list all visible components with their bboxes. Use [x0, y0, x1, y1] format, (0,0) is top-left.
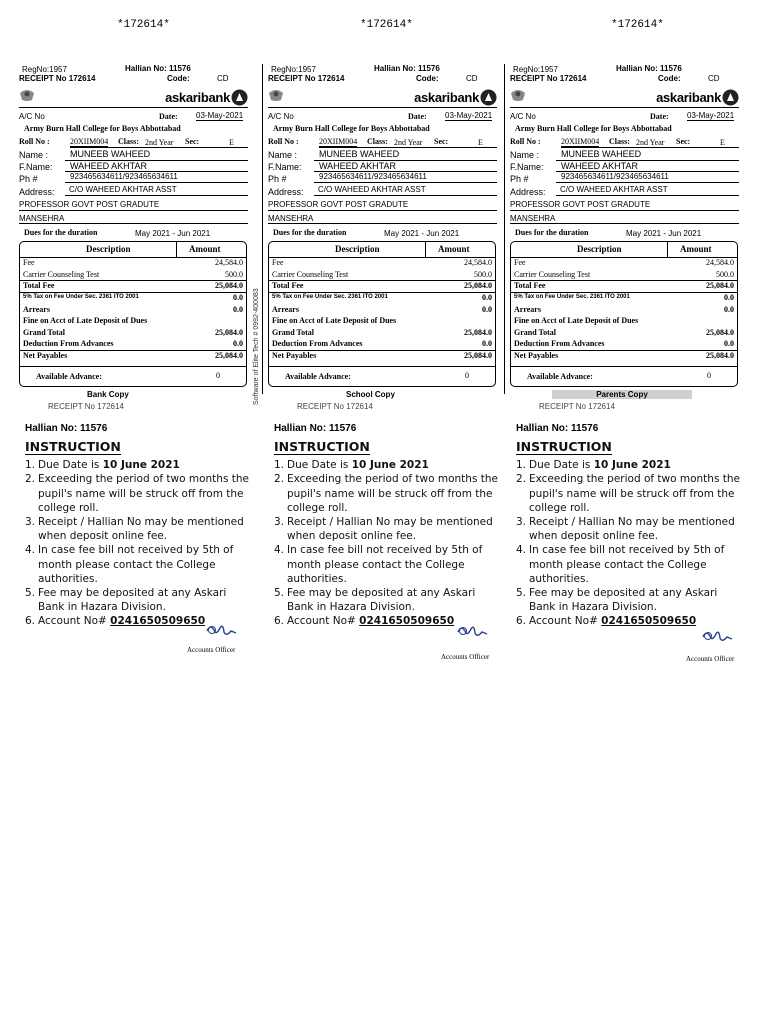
- instruction-text: Receipt / Hallian No may be mentioned when deposit online fee.: [38, 516, 244, 543]
- class-label: Class:: [367, 137, 388, 146]
- row-amount: 25,084.0: [706, 351, 734, 360]
- instruction-number: 6.: [274, 615, 285, 628]
- sec-label: Sec:: [185, 137, 200, 146]
- instruction-text-wrap: [38, 472, 255, 515]
- instruction-number: 4.: [274, 544, 285, 557]
- instruction-number: 1.: [25, 459, 36, 472]
- code-value: CD: [708, 74, 720, 83]
- row-description: Arrears: [514, 305, 541, 314]
- date-value: 03-May-2021: [196, 111, 244, 120]
- instruction-text: Due Date is: [38, 459, 103, 472]
- barcode-3: *172614*: [611, 19, 664, 31]
- instruction-title: INSTRUCTION: [274, 439, 370, 454]
- instruction-item: [516, 614, 746, 628]
- row-description: Deduction From Advances: [23, 339, 114, 348]
- hallian-no-bottom: Hallian No: 11576: [516, 423, 599, 434]
- instruction-emphasis: 0241650509650: [601, 615, 697, 628]
- code-label: Code:: [416, 74, 439, 83]
- ph-label: Ph #: [19, 174, 38, 184]
- row-amount: 500.0: [474, 270, 492, 279]
- class-value: 2nd Year: [394, 138, 423, 147]
- fname-value: WAHEED AKHTAR: [561, 161, 639, 171]
- instruction-item: [25, 586, 255, 614]
- address-label: Address:: [19, 187, 55, 197]
- instruction-emphasis: 10 June 2021: [351, 459, 429, 472]
- date-value: 03-May-2021: [445, 111, 493, 120]
- bank-name: askaribank: [656, 89, 721, 105]
- instruction-emphasis: 0241650509650: [359, 615, 455, 628]
- available-advance-value: 0: [465, 371, 469, 380]
- fname-label: F.Name:: [19, 162, 53, 172]
- row-amount: 0.0: [233, 305, 243, 314]
- instruction-item: [25, 515, 255, 543]
- row-amount: 25,084.0: [706, 281, 734, 290]
- instruction-text: Exceeding the period of two months the pupil's name will be struck off from the college roll.: [38, 473, 249, 514]
- bank-name: askaribank: [414, 89, 479, 105]
- hallian-no: Hallian No: 11576: [125, 64, 191, 73]
- name-label: Name :: [510, 150, 540, 160]
- signature-icon: [455, 623, 489, 641]
- instruction-block: [25, 440, 255, 629]
- instruction-text: In case fee bill not received by 5th of month please contact the College authorities.: [529, 544, 725, 585]
- bank-name: askaribank: [165, 89, 230, 105]
- row-amount: 500.0: [716, 270, 734, 279]
- barcode-1: *172614*: [117, 19, 170, 31]
- address-line-2: PROFESSOR GOVT POST GRADUTE: [19, 200, 160, 209]
- receipt-no: RECEIPT No 172614: [19, 74, 96, 83]
- row-description: Total Fee: [272, 281, 304, 290]
- crest-icon: [510, 88, 526, 102]
- instruction-text: Account No#: [287, 615, 360, 628]
- reg-no: RegNo:1957: [513, 65, 558, 74]
- ph-value: 923465634611/923465634611: [319, 172, 427, 181]
- receipt-no-bottom: RECEIPT No 172614: [48, 402, 124, 411]
- instruction-item: [274, 515, 504, 543]
- crest-icon: [19, 88, 35, 102]
- roll-value: 20XIIM004: [70, 137, 109, 146]
- row-amount: 25,084.0: [464, 328, 492, 337]
- row-description: Net Payables: [272, 351, 317, 360]
- accounts-officer-label: Accounts Officer: [686, 655, 735, 663]
- row-description: Fine on Acct of Late Deposit of Dues: [23, 316, 148, 325]
- hallian-no-bottom: Hallian No: 11576: [25, 423, 108, 434]
- bank-logo-icon: [722, 89, 739, 106]
- row-amount: 0.0: [482, 305, 492, 314]
- receipt-no-bottom: RECEIPT No 172614: [297, 402, 373, 411]
- instruction-item: [516, 586, 746, 614]
- row-description: Net Payables: [23, 351, 68, 360]
- name-label: Name :: [268, 150, 298, 160]
- copy-label: School Copy: [346, 390, 395, 399]
- row-description: Net Payables: [514, 351, 559, 360]
- row-description: Fee: [23, 258, 35, 267]
- instruction-number: 1.: [274, 459, 285, 472]
- fname-value: WAHEED AKHTAR: [70, 161, 148, 171]
- roll-value: 20XIIM004: [561, 137, 600, 146]
- description-header: Description: [335, 244, 380, 254]
- instruction-text-wrap: [529, 458, 671, 472]
- roll-label: Roll No :: [19, 137, 50, 146]
- ph-value: 923465634611/923465634611: [70, 172, 178, 181]
- name-value: MUNEEB WAHEED: [319, 149, 400, 159]
- instruction-item: [25, 543, 255, 586]
- row-description: Fee: [272, 258, 284, 267]
- date-label: Date:: [650, 112, 669, 121]
- row-amount: 24,584.0: [464, 258, 492, 267]
- available-advance-value: 0: [216, 371, 220, 380]
- instruction-item: [274, 543, 504, 586]
- address-line-2: PROFESSOR GOVT POST GRADUTE: [510, 200, 651, 209]
- date-label: Date:: [159, 112, 178, 121]
- instruction-text-wrap: [38, 515, 255, 543]
- bank-logo-icon: [231, 89, 248, 106]
- instruction-text: Due Date is: [287, 459, 352, 472]
- available-advance-value: 0: [707, 371, 711, 380]
- row-amount: 25,084.0: [215, 351, 243, 360]
- copy-label: Bank Copy: [87, 390, 129, 399]
- instruction-text: Exceeding the period of two months the pupil's name will be struck off from the college roll.: [529, 473, 740, 514]
- instruction-number: 3.: [274, 516, 285, 529]
- row-amount: 0.0: [482, 293, 492, 302]
- instruction-text-wrap: [529, 586, 746, 614]
- college-name: Army Burn Hall College for Boys Abbottabad: [24, 124, 181, 133]
- description-header: Description: [577, 244, 622, 254]
- row-description: Fine on Acct of Late Deposit of Dues: [514, 316, 639, 325]
- row-description: 5% Tax on Fee Under Sec. 2361 ITO 2001: [23, 294, 139, 300]
- row-description: Carrier Counseling Test: [272, 270, 349, 279]
- instruction-number: 4.: [516, 544, 527, 557]
- row-description: Carrier Counseling Test: [23, 270, 100, 279]
- instruction-title: INSTRUCTION: [25, 439, 121, 454]
- receipt-no-bottom: RECEIPT No 172614: [539, 402, 615, 411]
- instruction-text-wrap: [38, 586, 255, 614]
- instruction-item: [25, 458, 255, 472]
- row-amount: 24,584.0: [215, 258, 243, 267]
- copy-label: Parents Copy: [552, 390, 692, 399]
- ac-no-label: A/C No: [19, 112, 45, 121]
- ph-label: Ph #: [268, 174, 287, 184]
- instruction-text: In case fee bill not received by 5th of month please contact the College authorities.: [287, 544, 483, 585]
- dues-period: May 2021 - Jun 2021: [384, 229, 460, 238]
- instruction-block: [274, 440, 504, 629]
- instruction-list: [274, 458, 504, 628]
- instruction-text-wrap: [38, 458, 180, 472]
- dues-table: [510, 241, 738, 387]
- row-amount: 25,084.0: [215, 328, 243, 337]
- available-advance-label: Available Advance:: [285, 372, 351, 381]
- fname-label: F.Name:: [268, 162, 302, 172]
- row-description: Deduction From Advances: [272, 339, 363, 348]
- row-description: Arrears: [272, 305, 299, 314]
- instruction-item: [274, 586, 504, 614]
- instruction-text-wrap: [529, 515, 746, 543]
- barcode-2: *172614*: [360, 19, 413, 31]
- dues-label: Dues for the duration: [515, 228, 589, 237]
- row-description: Deduction From Advances: [514, 339, 605, 348]
- instruction-text: In case fee bill not received by 5th of month please contact the College authorities.: [38, 544, 234, 585]
- instruction-text-wrap: [287, 586, 504, 614]
- instruction-number: 2.: [516, 473, 527, 486]
- available-advance-label: Available Advance:: [36, 372, 102, 381]
- dues-label: Dues for the duration: [273, 228, 347, 237]
- instruction-text-wrap: [38, 543, 255, 586]
- class-value: 2nd Year: [145, 138, 174, 147]
- hallian-no-bottom: Hallian No: 11576: [274, 423, 357, 434]
- available-advance-label: Available Advance:: [527, 372, 593, 381]
- instruction-text: Fee may be deposited at any Askari Bank in Hazara Division.: [287, 587, 476, 614]
- instruction-list: [516, 458, 746, 628]
- signature-icon: [204, 622, 238, 640]
- fname-label: F.Name:: [510, 162, 544, 172]
- dues-period: May 2021 - Jun 2021: [626, 229, 702, 238]
- instruction-emphasis: 0241650509650: [110, 615, 206, 628]
- class-label: Class:: [118, 137, 139, 146]
- instruction-text-wrap: [529, 543, 746, 586]
- class-value: 2nd Year: [636, 138, 665, 147]
- roll-value: 20XIIM004: [319, 137, 358, 146]
- instruction-item: [516, 472, 746, 515]
- instruction-number: 4.: [25, 544, 36, 557]
- instruction-emphasis: 10 June 2021: [593, 459, 671, 472]
- date-value: 03-May-2021: [687, 111, 735, 120]
- row-description: Fee: [514, 258, 526, 267]
- row-amount: 0.0: [724, 339, 734, 348]
- amount-header: Amount: [680, 244, 712, 254]
- row-amount: 0.0: [233, 293, 243, 302]
- date-label: Date:: [408, 112, 427, 121]
- ph-label: Ph #: [510, 174, 529, 184]
- address-line-3: MANSEHRA: [19, 214, 65, 223]
- row-description: Fine on Acct of Late Deposit of Dues: [272, 316, 397, 325]
- row-amount: 500.0: [225, 270, 243, 279]
- askari-bank-logo: [165, 88, 248, 106]
- name-value: MUNEEB WAHEED: [70, 149, 151, 159]
- instruction-number: 2.: [25, 473, 36, 486]
- code-value: CD: [466, 74, 478, 83]
- row-amount: 0.0: [482, 339, 492, 348]
- crest-icon: [268, 88, 284, 102]
- instruction-item: [274, 458, 504, 472]
- amount-header: Amount: [438, 244, 470, 254]
- row-amount: 0.0: [724, 293, 734, 302]
- reg-no: RegNo:1957: [271, 65, 316, 74]
- ac-no-label: A/C No: [510, 112, 536, 121]
- instruction-text-wrap: [287, 614, 454, 628]
- row-description: Grand Total: [23, 328, 66, 337]
- instruction-text-wrap: [287, 472, 504, 515]
- address-line-3: MANSEHRA: [510, 214, 556, 223]
- instruction-item: [25, 472, 255, 515]
- software-credit: Software of Elite Tech # 0992-400083: [253, 288, 260, 405]
- dues-period: May 2021 - Jun 2021: [135, 229, 211, 238]
- dues-table: [268, 241, 496, 387]
- code-value: CD: [217, 74, 229, 83]
- sec-value: E: [720, 138, 725, 147]
- address-label: Address:: [510, 187, 546, 197]
- code-label: Code:: [658, 74, 681, 83]
- code-label: Code:: [167, 74, 190, 83]
- sec-value: E: [478, 138, 483, 147]
- instruction-number: 5.: [25, 587, 36, 600]
- address-line-1: C/O WAHEED AKHTAR ASST: [69, 185, 177, 194]
- fname-value: WAHEED AKHTAR: [319, 161, 397, 171]
- accounts-officer-label: Accounts Officer: [187, 646, 236, 654]
- ph-value: 923465634611/923465634611: [561, 172, 669, 181]
- instruction-text: Account No#: [38, 615, 111, 628]
- row-description: Total Fee: [23, 281, 55, 290]
- instruction-item: [274, 472, 504, 515]
- address-line-1: C/O WAHEED AKHTAR ASST: [318, 185, 426, 194]
- row-amount: 25,084.0: [706, 328, 734, 337]
- instruction-emphasis: 10 June 2021: [102, 459, 180, 472]
- name-value: MUNEEB WAHEED: [561, 149, 642, 159]
- instruction-text: Fee may be deposited at any Askari Bank in Hazara Division.: [38, 587, 227, 614]
- sec-label: Sec:: [676, 137, 691, 146]
- hallian-no: Hallian No: 11576: [616, 64, 682, 73]
- college-name: Army Burn Hall College for Boys Abbottabad: [273, 124, 430, 133]
- instruction-text: Exceeding the period of two months the pupil's name will be struck off from the college roll.: [287, 473, 498, 514]
- roll-label: Roll No :: [268, 137, 299, 146]
- row-description: Total Fee: [514, 281, 546, 290]
- row-amount: 0.0: [724, 305, 734, 314]
- instruction-number: 1.: [516, 459, 527, 472]
- hallian-no: Hallian No: 11576: [374, 64, 440, 73]
- instruction-list: [25, 458, 255, 628]
- instruction-text-wrap: [38, 614, 205, 628]
- instruction-text: Due Date is: [529, 459, 594, 472]
- askari-bank-logo: [656, 88, 739, 106]
- instruction-text-wrap: [529, 472, 746, 515]
- bank-logo-icon: [480, 89, 497, 106]
- address-line-2: PROFESSOR GOVT POST GRADUTE: [268, 200, 409, 209]
- row-description: Grand Total: [272, 328, 315, 337]
- instruction-text: Receipt / Hallian No may be mentioned when deposit online fee.: [287, 516, 493, 543]
- instruction-text-wrap: [529, 614, 696, 628]
- row-description: Grand Total: [514, 328, 557, 337]
- address-label: Address:: [268, 187, 304, 197]
- address-line-1: C/O WAHEED AKHTAR ASST: [560, 185, 668, 194]
- row-description: Arrears: [23, 305, 50, 314]
- roll-label: Roll No :: [510, 137, 541, 146]
- row-description: 5% Tax on Fee Under Sec. 2361 ITO 2001: [514, 294, 630, 300]
- row-description: Carrier Counseling Test: [514, 270, 591, 279]
- instruction-number: 6.: [516, 615, 527, 628]
- instruction-text: Account No#: [529, 615, 602, 628]
- ac-no-label: A/C No: [268, 112, 294, 121]
- askari-bank-logo: [414, 88, 497, 106]
- instruction-item: [516, 515, 746, 543]
- college-name: Army Burn Hall College for Boys Abbottabad: [515, 124, 672, 133]
- instruction-text-wrap: [287, 515, 504, 543]
- name-label: Name :: [19, 150, 49, 160]
- instruction-number: 3.: [25, 516, 36, 529]
- signature-icon: [700, 628, 734, 646]
- row-amount: 0.0: [233, 339, 243, 348]
- accounts-officer-label: Accounts Officer: [441, 653, 490, 661]
- row-amount: 25,084.0: [464, 281, 492, 290]
- instruction-item: [516, 458, 746, 472]
- address-line-3: MANSEHRA: [268, 214, 314, 223]
- instruction-text-wrap: [287, 543, 504, 586]
- instruction-number: 2.: [274, 473, 285, 486]
- instruction-number: 6.: [25, 615, 36, 628]
- row-amount: 25,084.0: [464, 351, 492, 360]
- row-amount: 25,084.0: [215, 281, 243, 290]
- receipt-no: RECEIPT No 172614: [268, 74, 345, 83]
- instruction-number: 5.: [274, 587, 285, 600]
- class-label: Class:: [609, 137, 630, 146]
- instruction-text-wrap: [287, 458, 429, 472]
- instruction-title: INSTRUCTION: [516, 439, 612, 454]
- instruction-block: [516, 440, 746, 629]
- row-description: 5% Tax on Fee Under Sec. 2361 ITO 2001: [272, 294, 388, 300]
- dues-table: [19, 241, 247, 387]
- instruction-number: 3.: [516, 516, 527, 529]
- sec-value: E: [229, 138, 234, 147]
- receipt-no: RECEIPT No 172614: [510, 74, 587, 83]
- dues-label: Dues for the duration: [24, 228, 98, 237]
- instruction-number: 5.: [516, 587, 527, 600]
- description-header: Description: [86, 244, 131, 254]
- row-amount: 24,584.0: [706, 258, 734, 267]
- amount-header: Amount: [189, 244, 221, 254]
- reg-no: RegNo:1957: [22, 65, 67, 74]
- instruction-item: [516, 543, 746, 586]
- sec-label: Sec:: [434, 137, 449, 146]
- instruction-text: Fee may be deposited at any Askari Bank in Hazara Division.: [529, 587, 718, 614]
- instruction-text: Receipt / Hallian No may be mentioned when deposit online fee.: [529, 516, 735, 543]
